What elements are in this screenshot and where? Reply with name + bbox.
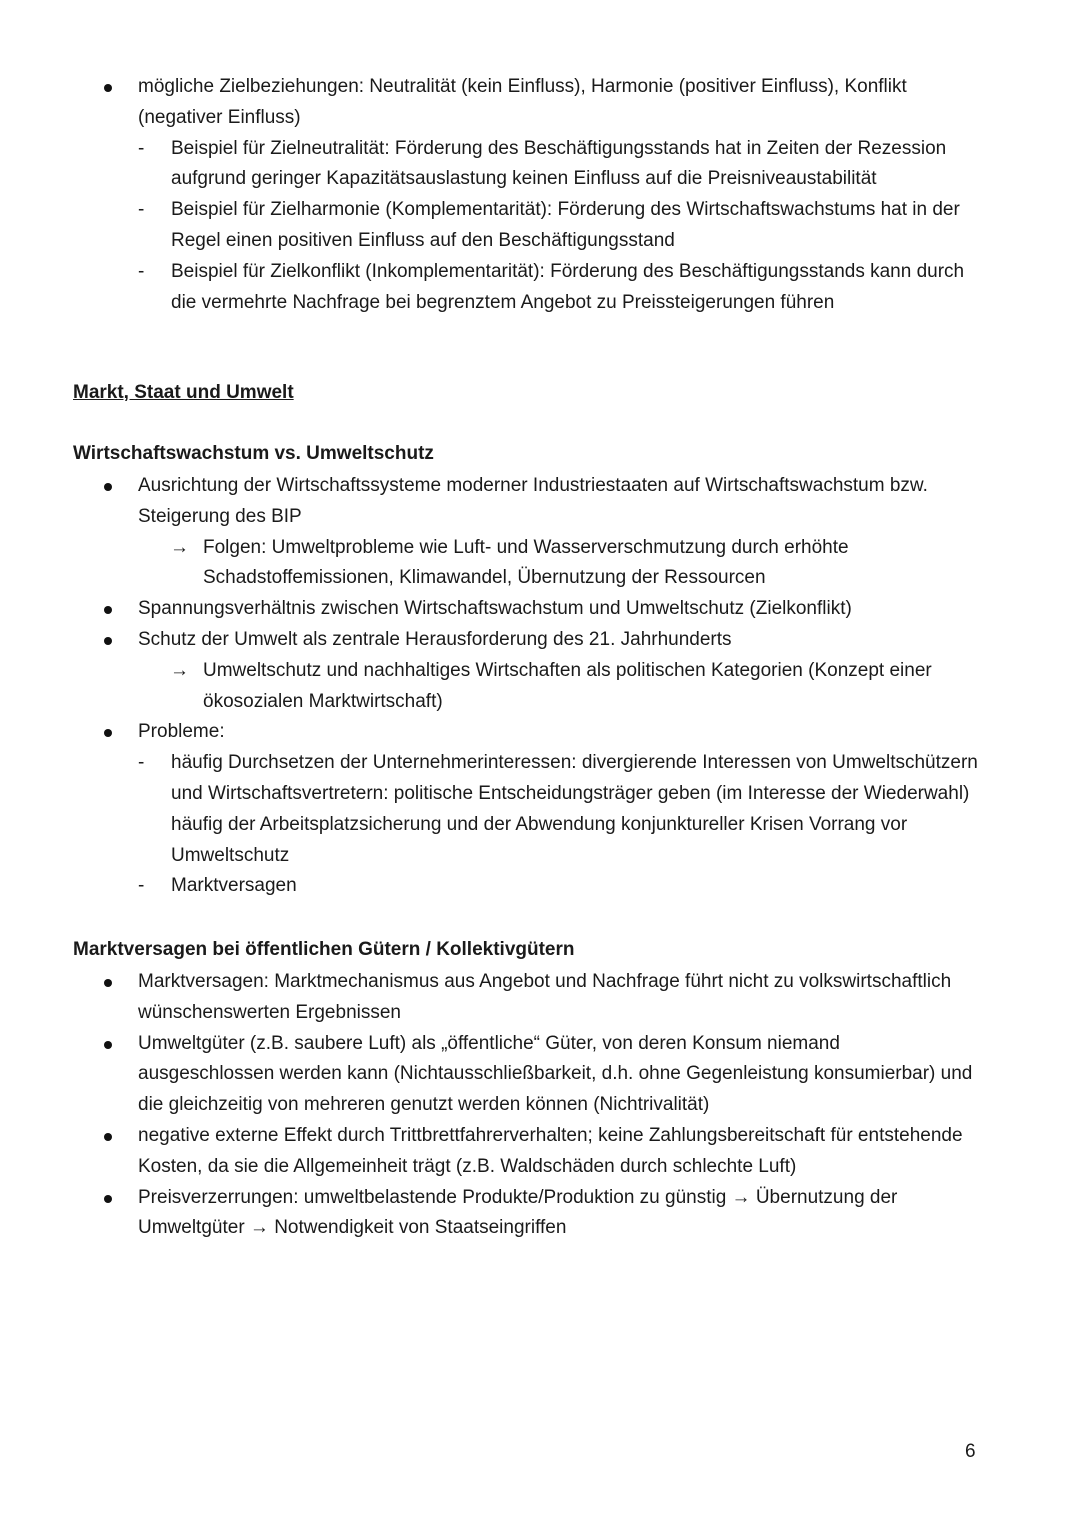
page-number: 6 [965,1441,976,1462]
marktversagen-list [0,967,1080,1244]
bullet-icon [104,1041,112,1049]
list-item: mögliche Zielbeziehungen: Neutralität (kein Einfluss), Harmonie (positiver Einfluss), Konflikt (negativer Einfluss) [0,72,1080,134]
subsection-title-wachstum: Wirtschaftswachstum vs. Umweltschutz [73,443,434,464]
list-item: Schutz der Umwelt als zentrale Herausforderung des 21. Jahrhunderts [0,625,1080,656]
subsection-title-marktversagen: Marktversagen bei öffentlichen Gütern / Kollektivgütern [73,939,575,960]
list-item: - Beispiel für Zielharmonie (Komplementarität): Förderung des Wirtschaftswachstums hat in der Regel einen positiven Einfluss auf den Beschäftigungsstand [0,195,1080,257]
dash-icon: - [138,752,145,774]
dash-icon: - [138,199,145,221]
list-item: Spannungsverhältnis zwischen Wirtschaftswachstum und Umweltschutz (Zielkonflikt) [0,594,1080,625]
wachstum-list [0,471,1080,902]
arrow-right-icon: → [170,536,189,558]
dash-icon: - [138,875,145,897]
list-item: → Umweltschutz und nachhaltiges Wirtschaften als politischen Kategorien (Konzept einer ökosozialen Marktwirtschaft) [0,656,1080,718]
list-item: - Beispiel für Zielkonflikt (Inkomplementarität): Förderung des Beschäftigungsstands kann durch die vermehrte Nachfrage bei begrenztem Angebot zu Preissteigerungen führen [0,257,1080,319]
zielbeziehungen-block [0,72,1080,318]
list-item: Marktversagen: Marktmechanismus aus Angebot und Nachfrage führt nicht zu volkswirtschaftlich wünschenswerten Ergebnissen [0,967,1080,1029]
section-title: Markt, Staat und Umwelt [73,382,294,403]
bullet-icon [104,1195,112,1203]
list-item: Umweltgüter (z.B. saubere Luft) als „öffentliche“ Güter, von deren Konsum niemand ausgeschlossen werden kann (Nichtausschließbarkeit, d.h. ohne Gegenleistung konsumierbar) und die gleichzeitig von mehreren genutzt werden können (Nichtrivalität) [0,1029,1080,1121]
bullet-icon [104,1133,112,1141]
list-item: - Marktversagen [0,871,1080,902]
bullet-icon [104,979,112,987]
bullet-icon [104,84,112,92]
bullet-icon [104,606,112,614]
list-item: negative externe Effekt durch Trittbrettfahrerverhalten; keine Zahlungsbereitschaft für entstehende Kosten, da sie die Allgemeinheit trägt (z.B. Waldschäden durch schlechte Luft) [0,1121,1080,1183]
list-item: Ausrichtung der Wirtschaftssysteme moderner Industriestaaten auf Wirtschaftswachstum bzw. Steigerung des BIP [0,471,1080,533]
bullet-icon [104,637,112,645]
bullet-icon [104,729,112,737]
dash-icon: - [138,260,145,282]
list-item: Preisverzerrungen: umweltbelastende Produkte/Produktion zu günstig → Übernutzung der Umweltgüter → Notwendigkeit von Staatseingriffen [0,1183,1080,1245]
arrow-right-icon: → [170,659,189,681]
bullet-icon [104,483,112,491]
list-item: - Beispiel für Zielneutralität: Förderung des Beschäftigungsstands hat in Zeiten der Rezession aufgrund geringer Kapazitätsauslastung keinen Einfluss auf die Preisniveaustabilität [0,134,1080,196]
dash-icon: - [138,137,145,159]
list-item: - häufig Durchsetzen der Unternehmerinteressen: divergierende Interessen von Umweltschützern und Wirtschaftsvertretern: politische Entscheidungsträger geben (im Interesse der Wiederwahl) häufig der Arbeitsplatzsicherung und der Abwendung konjunktureller Krisen Vorrang vor Umweltschutz [0,748,1080,871]
list-item: Probleme: [0,717,1080,748]
list-item: → Folgen: Umweltprobleme wie Luft- und Wasserverschmutzung durch erhöhte Schadstoffemissionen, Klimawandel, Übernutzung der Ressourcen [0,533,1080,595]
